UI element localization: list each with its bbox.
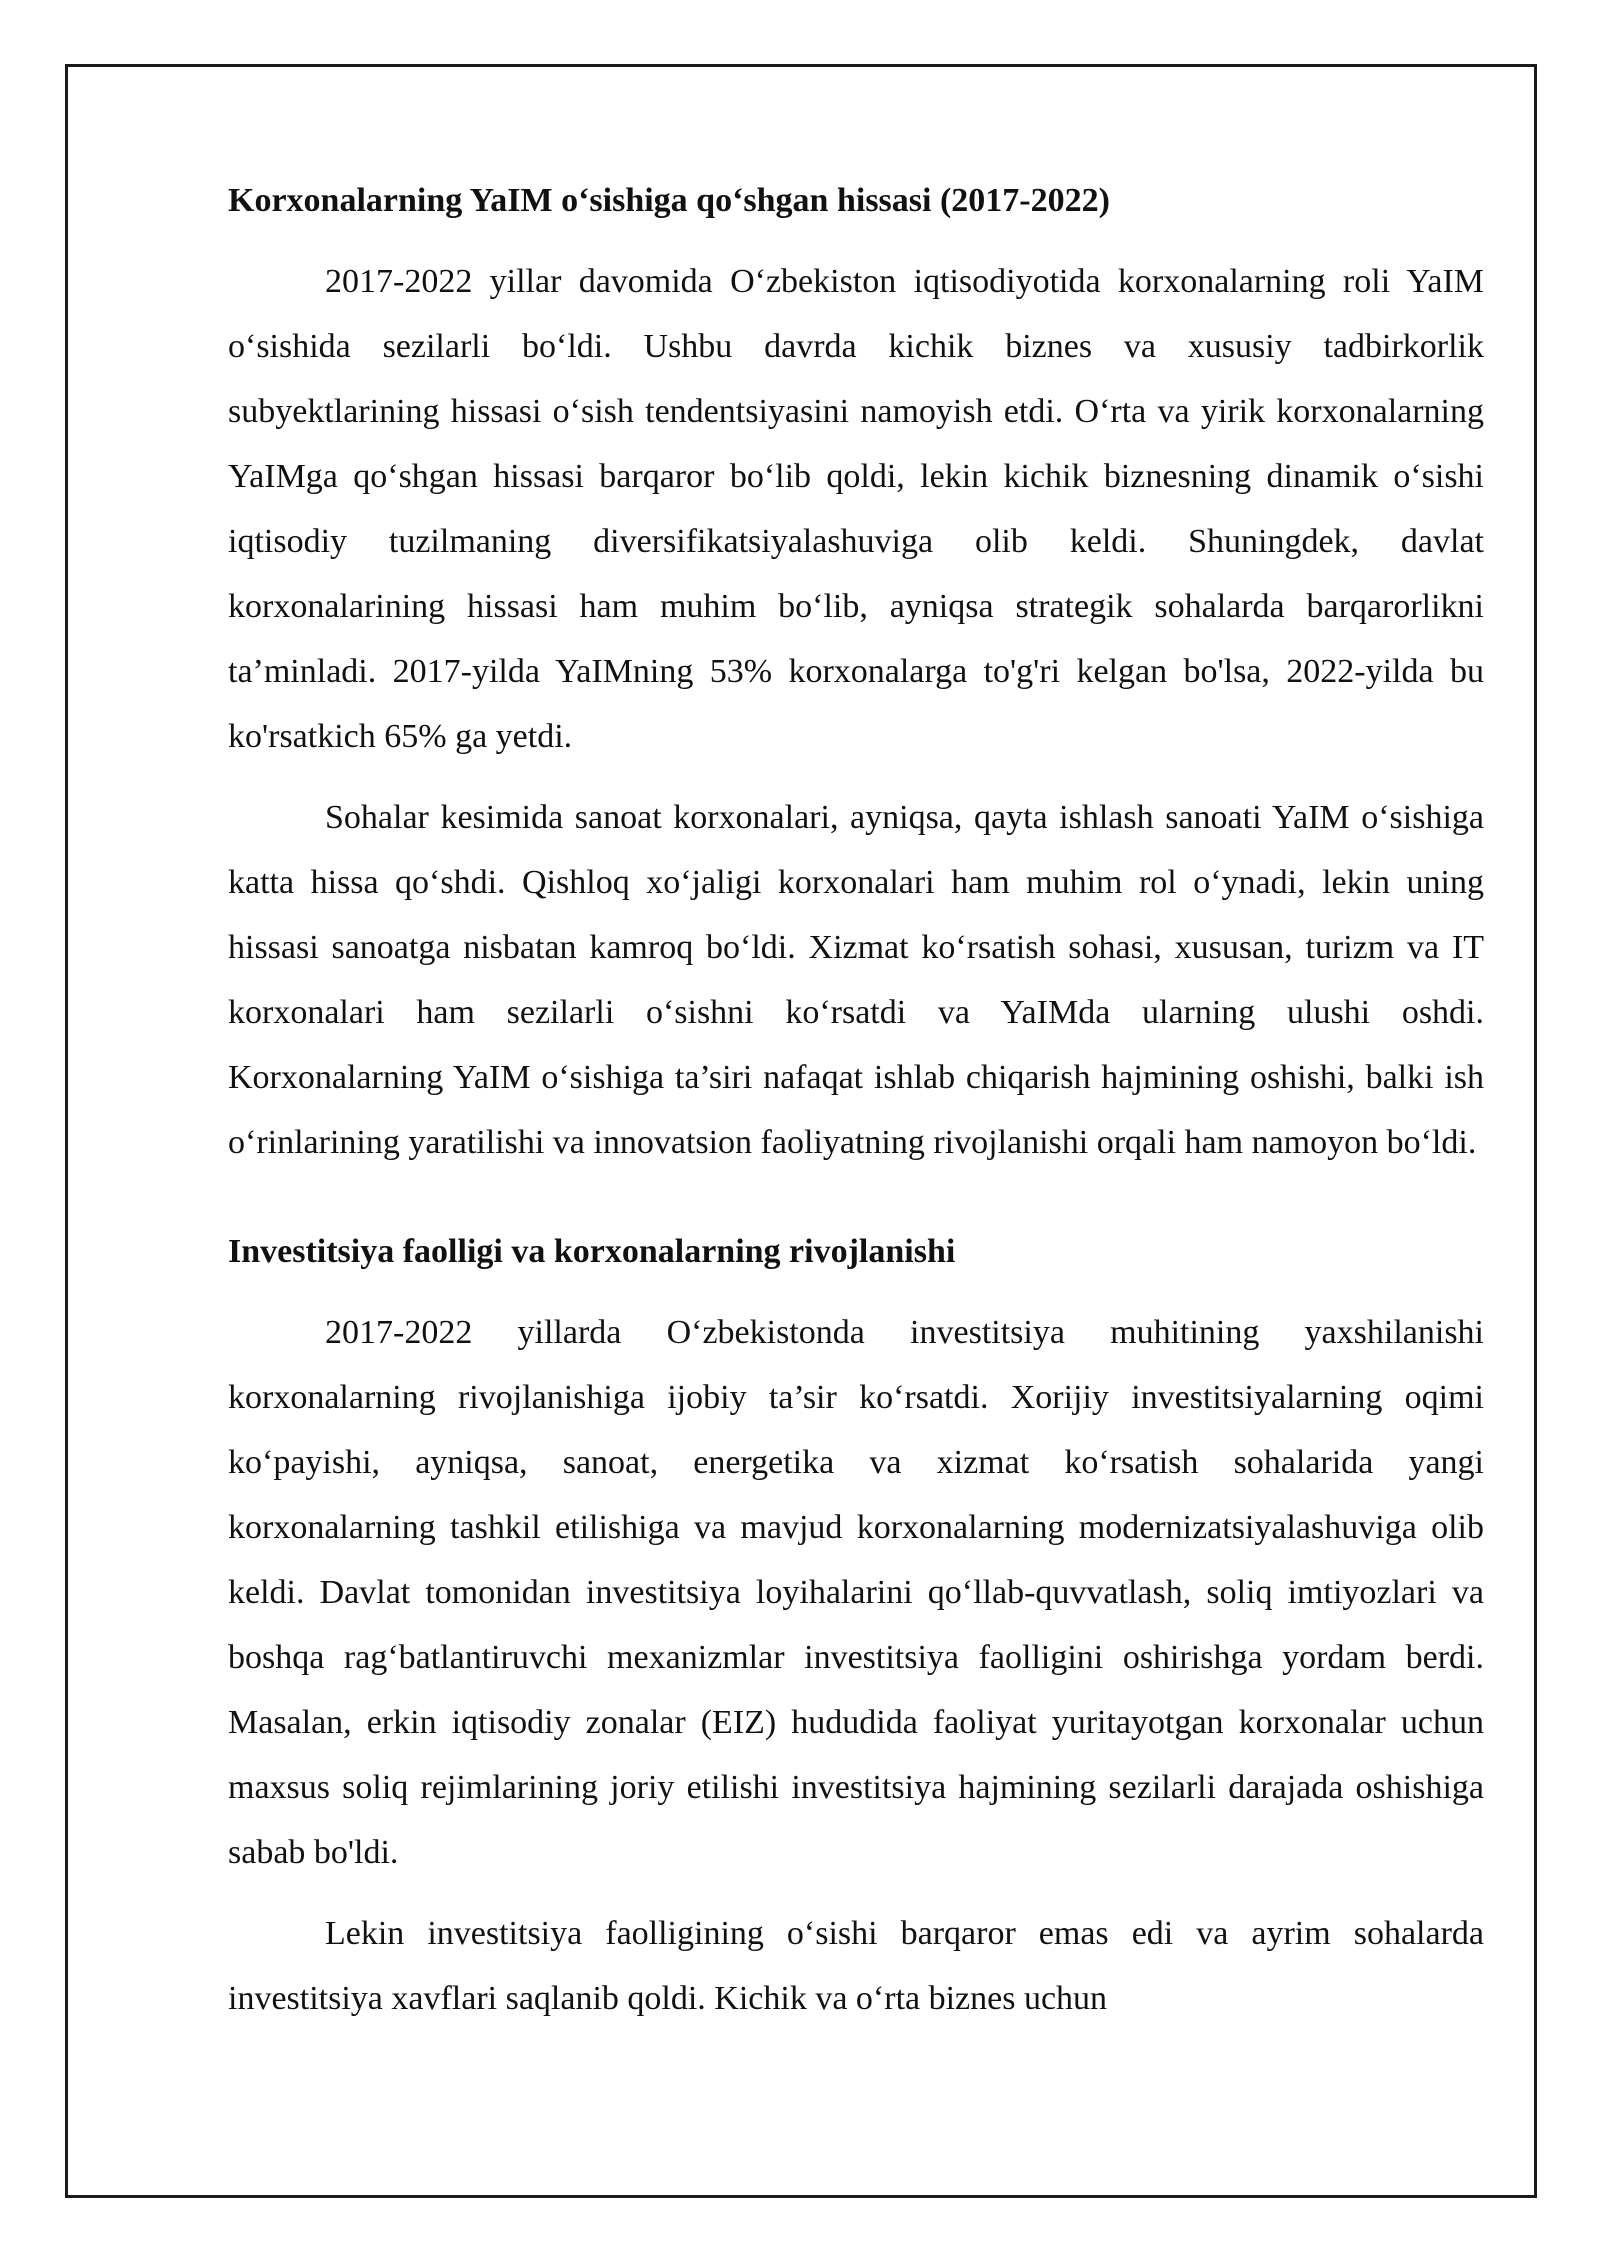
paragraph-investment-climate: 2017-2022 yillarda O‘zbekistonda investitsiya muhitining yaxshilanishi korxonalarning rivojlanishiga ijobiy ta’sir ko‘rsatdi. Xorijiy investitsiyalarning oqimi ko‘payishi, ayniqsa, sanoat, energetika va xizmat ko‘rsatish sohalarida yangi korxonalarning tashkil etilishiga va mavjud korxonalarning modernizatsiyalashuviga olib keldi. Davlat tomonidan investitsiya loyihalarini qo‘llab-quvvatlash, soliq imtiyozlari va boshqa rag‘batlantiruvchi mexanizmlar investitsiya faolligini oshirishga yordam berdi. Masalan, erkin iqtisodiy zonalar (EIZ) hududida faoliyat yuritayotgan korxonalar uchun maxsus soliq rejimlarining joriy etilishi investitsiya hajmining sezilarli darajada oshishiga sabab bo'ldi. (228, 1314, 1484, 1871)
paragraph-sector-contribution: Sohalar kesimida sanoat korxonalari, ayniqsa, qayta ishlash sanoati YaIM o‘sishiga katta hissa qo‘shdi. Qishloq xo‘jaligi korxonalari ham muhim rol o‘ynadi, lekin uning hissasi sanoatga nisbatan kamroq bo‘ldi. Xizmat ko‘rsatish sohasi, xususan, turizm va IT korxonalari ham sezilarli o‘sishni ko‘rsatdi va YaIMda ularning ulushi oshdi. Korxonalarning YaIM o‘sishiga ta’siri nafaqat ishlab chiqarish hajmining oshishi, balki ish o‘rinlarining yaratilishi va innovatsion faoliyatning rivojlanishi orqali ham namoyon bo‘ldi. (228, 799, 1484, 1161)
section-heading-gdp-contribution: Korxonalarning YaIM o‘sishiga qo‘shgan hissasi (2017-2022) (228, 182, 1110, 219)
paragraph-gdp-role: 2017-2022 yillar davomida O‘zbekiston iqtisodiyotida korxonalarning roli YaIM o‘sishida sezilarli bo‘ldi. Ushbu davrda kichik biznes va xususiy tadbirkorlik subyektlarining hissasi o‘sish tendentsiyasini namoyish etdi. O‘rta va yirik korxonalarning YaIMga qo‘shgan hissasi barqaror bo‘lib qoldi, lekin kichik biznesning dinamik o‘sishi iqtisodiy tuzilmaning diversifikatsiyalashuviga olib keldi. Shuningdek, davlat korxonalarining hissasi ham muhim bo‘lib, ayniqsa strategik sohalarda barqarorlikni ta’minladi. 2017-yilda YaIMning 53% korxonalarga to'g'ri kelgan bo'lsa, 2022-yilda bu ko'rsatkich 65% ga yetdi. (228, 263, 1484, 755)
document-body (228, 168, 1484, 2031)
paragraph-investment-risks: Lekin investitsiya faolligining o‘sishi barqaror emas edi va ayrim sohalarda investitsiya xavflari saqlanib qoldi. Kichik va o‘rta biznes uchun (228, 1915, 1484, 2017)
section-heading-investment-activity: Investitsiya faolligi va korxonalarning rivojlanishi (228, 1233, 956, 1270)
